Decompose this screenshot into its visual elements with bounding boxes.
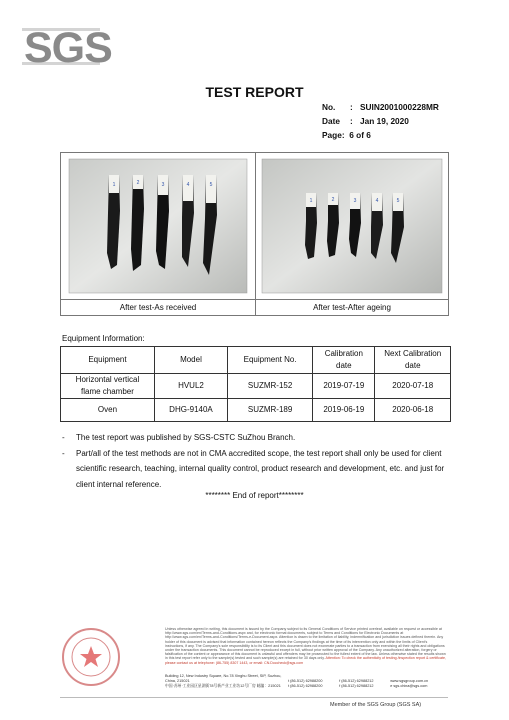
specimen-label: 1 xyxy=(309,198,313,204)
table-row xyxy=(61,399,451,422)
photo-table xyxy=(60,152,449,316)
photo-cell-after-ageing xyxy=(256,153,448,299)
equipment-header-row xyxy=(61,347,451,374)
report-no-label: No. xyxy=(322,102,336,112)
report-date-value: Jan 19, 2020 xyxy=(360,116,409,126)
col-header-equipment: Equipment xyxy=(61,347,155,374)
address-en: Building 12, New Industry Square, No.78 Xinghu Street, SIP, Suzhou, China, 215021 xyxy=(165,674,282,683)
table-row xyxy=(61,374,451,399)
note-text: Part/all of the test methods are not in CMA accredited scope, the test report shall only be used for client scientific research, teaching, internal quality control, product research and development, etc. and just for client internal reference. xyxy=(76,448,445,489)
photo-after-ageing xyxy=(256,153,448,299)
specimen-label: 5 xyxy=(396,198,400,204)
tel-1: t (86-512) 62988200 xyxy=(288,679,323,683)
fax-2: f (86-512) 62988212 xyxy=(339,684,374,688)
logo-text: SGS xyxy=(24,24,112,72)
sgs-logo xyxy=(22,22,112,72)
report-title: TEST REPORT xyxy=(205,84,304,100)
report-meta: No. : SUIN2001000228MR Date : Jan 19, 2020 Page: 6 of 6 xyxy=(322,102,439,140)
caption-as-received: After test-As received xyxy=(119,303,197,312)
specimen-label: 2 xyxy=(331,197,335,203)
specimen-label: 5 xyxy=(209,182,213,188)
photo-cell-as-received xyxy=(61,153,256,299)
col-header-calibration-date: Calibration date xyxy=(313,347,375,374)
cell-next-calibration-date: 2020-06-18 xyxy=(375,399,451,422)
specimen-label: 3 xyxy=(161,182,165,188)
address-cn: 中国·苏州·工业园区星湖街78号新产业工业坊12号厂房 邮编：215021 xyxy=(165,684,281,688)
fax-1: f (86-512) 62988212 xyxy=(339,679,374,683)
cell-equipment: Horizontal vertical flame chamber xyxy=(61,374,155,399)
note-dash: - xyxy=(62,448,65,458)
footer-address xyxy=(165,674,447,689)
footer-disclaimer: Unless otherwise agreed in writing, this document is issued by the Company subject to its General Conditions of Service printed overleaf, available on request or accessible at http://www.sgs.com/en/Terms-and-Conditions.aspx and, for electronic format documents, subject to Terms and Conditions for Electronic Documents at http://www.sgs.com/en/Terms-and-Conditions/Terms-e-Document.aspx. Attention is drawn to the limitation of liability, indemnification and jurisdiction issues defined therein. Any holder of this document is advised that information contained hereon reflects the Company's findings at the time of its intervention only and within the limits of Client's instructions, if any. The Company's sole responsibility is to its Client and this document does not exonerate parties to a transaction from exercising all their rights and obligations under the transaction documents. This document cannot be reproduced except in full, without prior written approval of the Company. Any unauthorized alteration, forgery or falsification of the content or appearance of this document is unlawful and offenders may be prosecuted to the fullest extent of the law. Unless otherwise stated the results shown in this test report refer only to the sample(s) tested and such sample(s) are retained for 30 days only. Attention: To check the authenticity of testing /inspection report & certificate, please contact us at telephone: (86-755) 8307 1443, or email: CN.Doccheck@sgs.com xyxy=(165,627,446,665)
specimen-label: 4 xyxy=(375,198,379,204)
specimen-label: 3 xyxy=(353,198,357,204)
tel-2: t (86-512) 62988200 xyxy=(288,684,323,688)
photo-caption-row xyxy=(61,299,448,316)
footer-rule xyxy=(60,697,448,698)
cell-next-calibration-date: 2020-07-18 xyxy=(375,374,451,399)
report-page-value: 6 of 6 xyxy=(349,130,371,140)
note-dash: - xyxy=(62,433,65,442)
notes xyxy=(62,430,462,492)
cell-calibration-date: 2019-07-19 xyxy=(313,374,375,399)
member-text: Member of the SGS Group (SGS SA) xyxy=(330,702,422,708)
inspection-stamp-icon xyxy=(60,626,122,688)
email: e sgs.china@sgs.com xyxy=(390,684,428,688)
cell-model: DHG-9140A xyxy=(154,399,227,422)
cell-equipment-no: SUZMR-189 xyxy=(228,399,313,422)
report-date-label: Date xyxy=(322,116,340,126)
col-header-next-calibration-date: Next Calibration date xyxy=(375,347,451,374)
specimen-label: 4 xyxy=(186,182,190,188)
caption-after-ageing: After test-After ageing xyxy=(313,303,391,312)
note-text: The test report was published by SGS-CSTC SuZhou Branch. xyxy=(76,433,296,442)
photo-as-received xyxy=(61,153,255,299)
cell-equipment-no: SUZMR-152 xyxy=(228,374,313,399)
note-item xyxy=(62,430,462,446)
end-of-report: ******** End of report******** xyxy=(205,491,304,500)
equipment-section-label: Equipment Information: xyxy=(62,334,145,343)
equipment-table xyxy=(60,346,451,422)
col-header-model: Model xyxy=(154,347,227,374)
report-page-label: Page: xyxy=(322,130,345,140)
note-item xyxy=(62,446,462,493)
authenticity-notice: Attention: To check the authenticity of testing /inspection report & certificate, please contact us at telephone: (86-755) 8307 1443, or email: CN.Doccheck@sgs.com xyxy=(165,656,446,665)
report-no-value: SUIN2001000228MR xyxy=(360,102,439,112)
specimen-label: 2 xyxy=(136,180,140,186)
col-header-equipment-no: Equipment No. xyxy=(228,347,313,374)
specimen-label: 1 xyxy=(112,182,116,188)
cell-model: HVUL2 xyxy=(154,374,227,399)
website: www.sgsgroup.com.cn xyxy=(390,679,429,683)
cell-calibration-date: 2019-06-19 xyxy=(313,399,375,422)
cell-equipment: Oven xyxy=(61,399,155,422)
